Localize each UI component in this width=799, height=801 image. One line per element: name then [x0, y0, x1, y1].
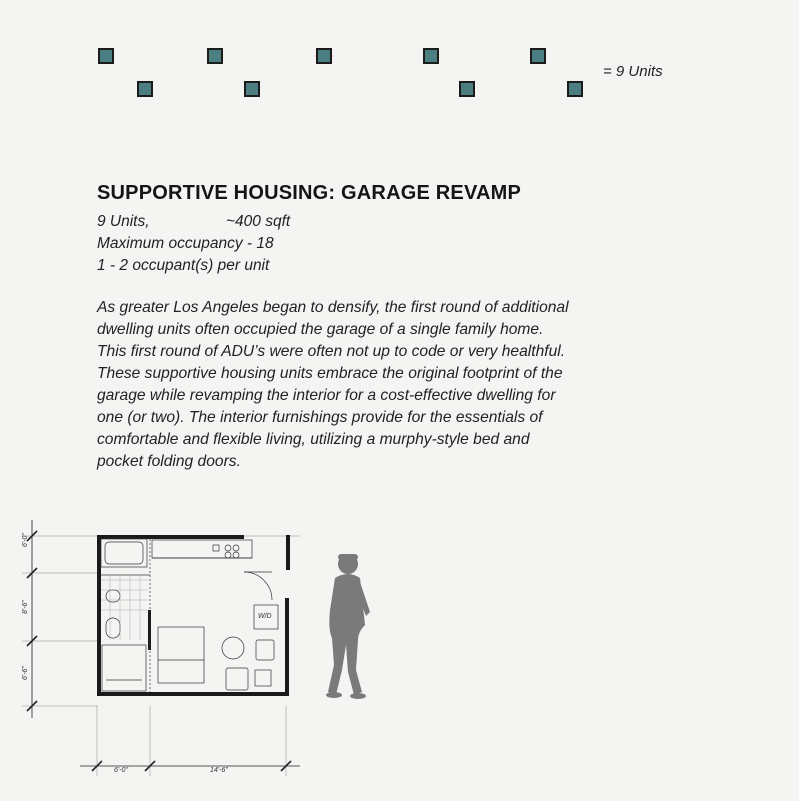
- description-line: As greater Los Angeles began to densify, the first round of additional: [97, 299, 569, 316]
- description-line: These supportive housing units embrace the original footprint of the: [97, 365, 563, 382]
- description-line: comfortable and flexible living, utilizing a murphy-style bed and: [97, 431, 530, 448]
- dim-horizontal-1: 6'-0": [114, 767, 128, 774]
- per-unit-fact: 1 - 2 occupant(s) per unit: [97, 257, 270, 274]
- page-title: SUPPORTIVE HOUSING: GARAGE REVAMP: [97, 182, 522, 204]
- unit-icon-2: [207, 48, 223, 64]
- dim-vertical-3: 6'-6": [22, 666, 29, 680]
- facts-block: [97, 211, 291, 277]
- dim-horizontal-2: 14'-6": [210, 767, 228, 774]
- description-line: This first round of ADU’s were often not up to code or very healthful.: [97, 343, 566, 360]
- floor-plan: [0, 500, 310, 790]
- dim-vertical-2: 8'-6": [22, 600, 29, 614]
- sqft-fact: ~400 sqft: [226, 213, 291, 230]
- unit-icon-7: [244, 81, 260, 97]
- description-line: garage while revamping the interior for a cost-effective dwelling for: [97, 387, 556, 404]
- description-line: dwelling units often occupied the garage of a single family home.: [97, 321, 544, 338]
- unit-icon-3: [316, 48, 332, 64]
- person-silhouette-icon: [320, 550, 380, 705]
- description-line: one (or two). The interior furnishings provide for the essentials of: [97, 409, 543, 426]
- units-legend: = 9 Units: [603, 63, 663, 80]
- unit-icon-6: [137, 81, 153, 97]
- unit-icon-9: [567, 81, 583, 97]
- occupancy-fact: Maximum occupancy - 18: [97, 235, 274, 252]
- unit-icon-5: [530, 48, 546, 64]
- dim-vertical-1: 6'-0": [22, 533, 29, 547]
- description-line: pocket folding doors.: [97, 453, 241, 470]
- description: [97, 297, 657, 473]
- unit-icon-8: [459, 81, 475, 97]
- washer-dryer-label: W/D: [258, 613, 272, 620]
- units-fact: 9 Units,: [97, 213, 150, 230]
- unit-icon-4: [423, 48, 439, 64]
- unit-icon-1: [98, 48, 114, 64]
